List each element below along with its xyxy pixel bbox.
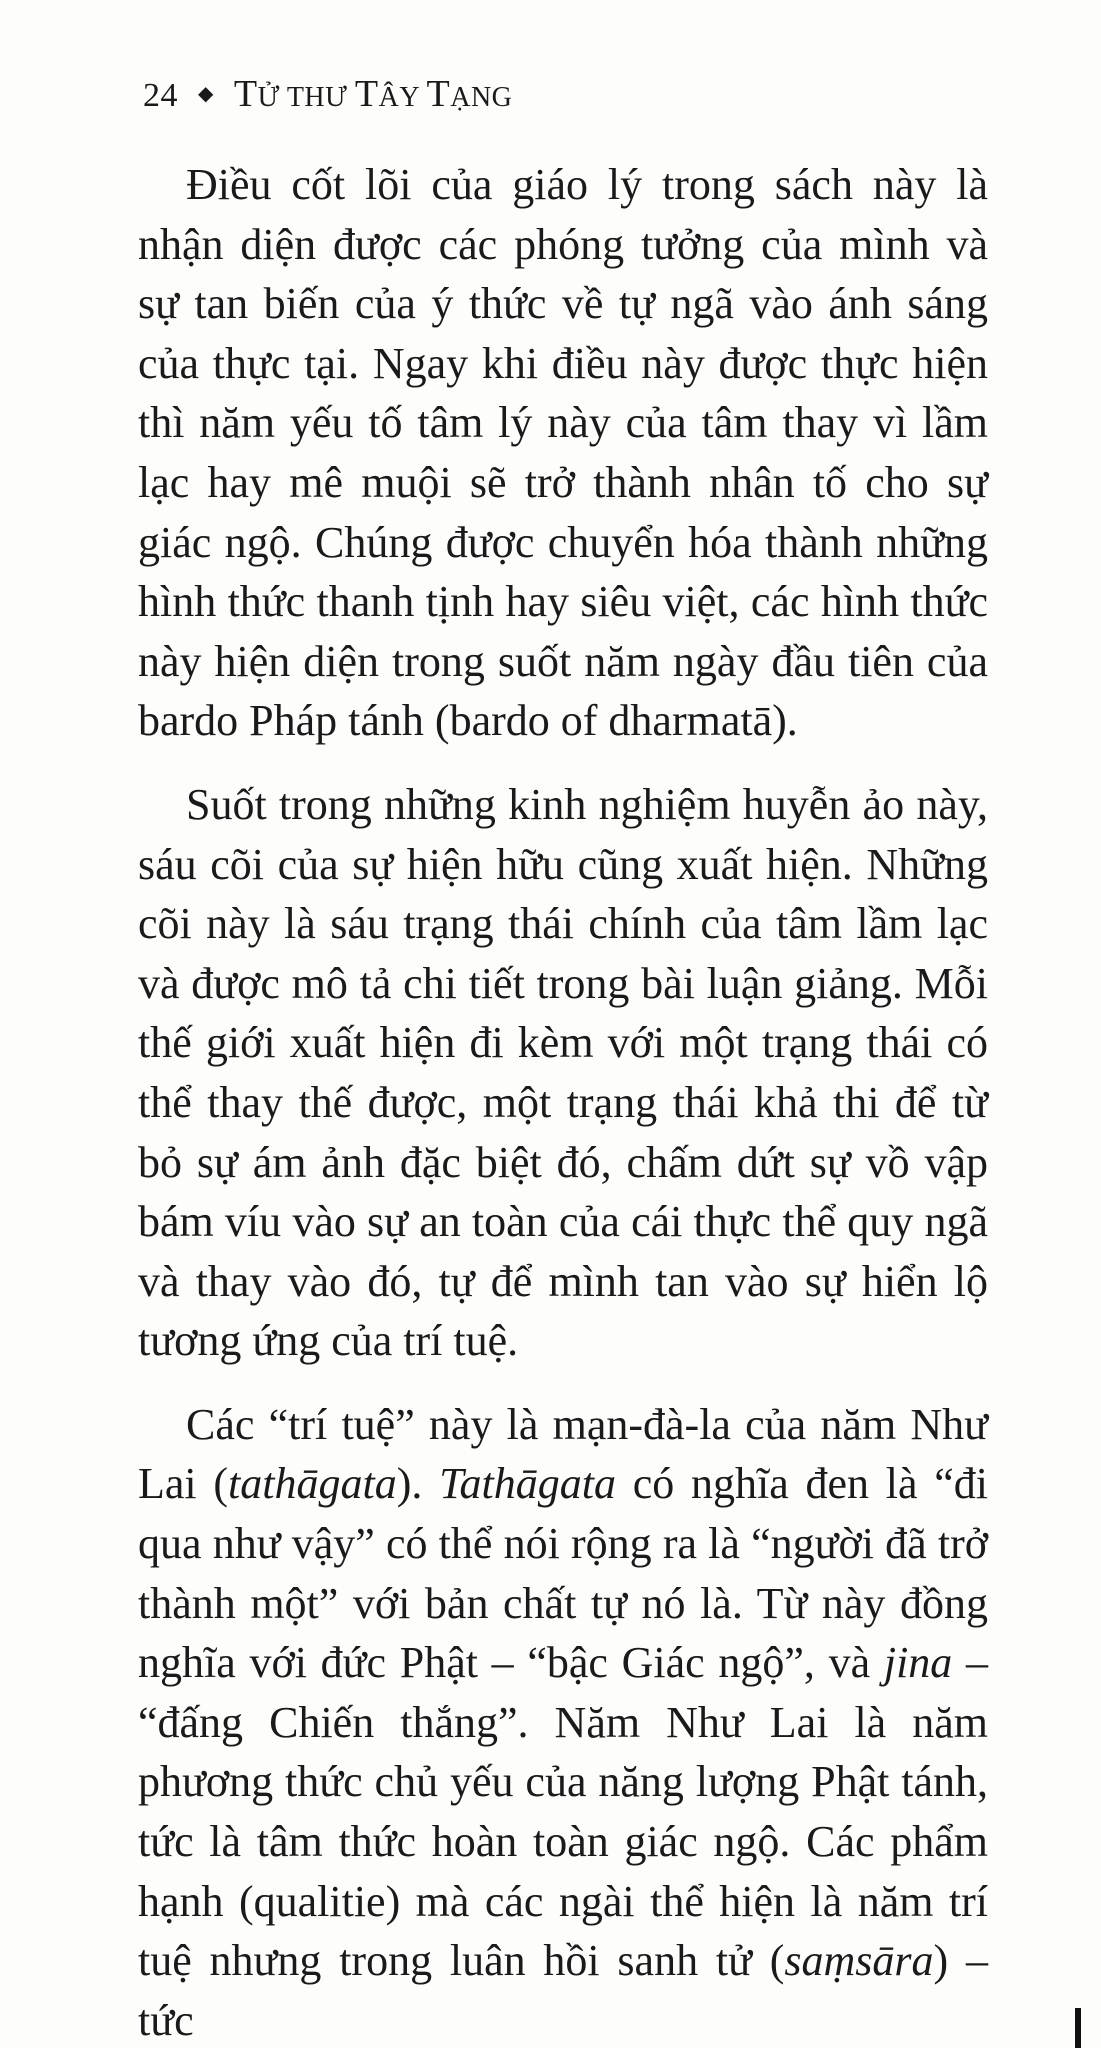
diamond-separator-icon: ◆ [198, 83, 214, 105]
text-run: – “đấng Chiến thắng”. Năm Như Lai là năm phương thức chủ yếu của năng lượng Phật tánh, tức là tâm thức hoàn toàn giác ngộ. Các phẩm hạnh (qualitie) mà các ngài thể hiện là năm trí tuệ nhưng trong luân hồi sanh tử ( [138, 1638, 988, 1986]
text-run: Các “trí tuệ” này là mạn-đà-la của năm Như Lai ( [138, 1399, 988, 1509]
page-number: 24 [143, 77, 178, 114]
running-head [143, 72, 512, 116]
body-text [138, 155, 988, 2048]
text-run: ). [396, 1459, 440, 1509]
italic-term: jina [883, 1638, 953, 1688]
italic-term: saṃsāra [784, 1936, 934, 1986]
italic-term: tathāgata [228, 1459, 397, 1509]
book-title: TỬ THƯ TÂY TẠNG [233, 73, 513, 115]
paragraph [138, 155, 988, 751]
text-run: Điều cốt lõi của giáo lý trong sách này là nhận diện được các phóng tưởng của mình và sự tan biến của ý thức về tự ngã vào ánh sáng của thực tại. Ngay khi điều này được thực hiện thì năm yếu tố tâm lý này của tâm thay vì lầm lạc hay mê muội sẽ trở thành nhân tố cho sự giác ngộ. Chúng được chuyển hóa thành những hình thức thanh tịnh hay siêu việt, các hình thức này hiện diện trong suốt năm ngày đầu tiên của bardo Pháp tánh (bardo of dharmatā). [138, 160, 988, 746]
text-run: Suốt trong những kinh nghiệm huyễn ảo này, sáu cõi của sự hiện hữu cũng xuất hiện. Những cõi này là sáu trạng thái chính của tâm lầm lạc và được mô tả chi tiết trong bài luận giảng. Mỗi thế giới xuất hiện đi kèm với một trạng thái có thể thay thế được, một trạng thái khả thi để từ bỏ sự ám ảnh đặc biệt đó, chấm dứt sự vồ vập bám víu vào sự an toàn của cái thực thể quy ngã và thay vào đó, tự để mình tan vào sự hiển lộ tương ứng của trí tuệ. [138, 779, 988, 1366]
paragraph [138, 775, 988, 1371]
italic-term: Tathāgata [439, 1459, 616, 1509]
text-run: có nghĩa đen là “đi qua như vậy” có thể nói rộng ra là “người đã trở thành một” với bản chất tự nó là. Từ này đồng nghĩa với đức Phật – “bậc Giác ngộ”, và [138, 1459, 988, 1688]
paragraph [138, 1395, 988, 2048]
page-edge-mark [1075, 2008, 1081, 2048]
text-run: ) – tức [138, 1936, 988, 2045]
